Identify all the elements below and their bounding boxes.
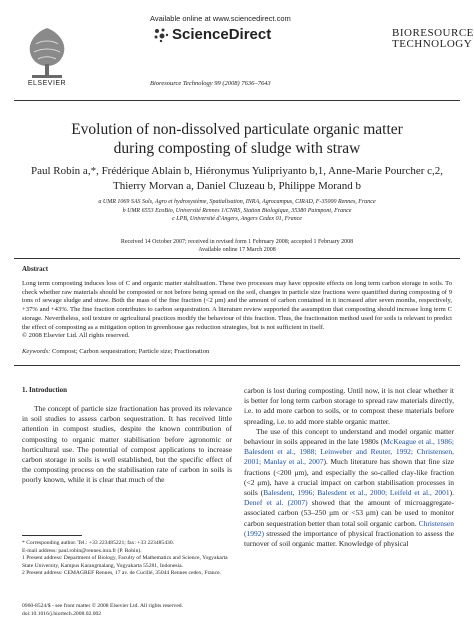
affiliation-c: c LPB, Université d'Angers, Angers Cedex 01, France — [172, 216, 302, 222]
paragraph-text: The use of this concept to understand and model organic matter behaviour in soils appeared in the late 1980s ( — [244, 426, 454, 447]
email-address[interactable]: E-mail address: paul.robin@rennes.inra.fr (P. Robin). — [22, 547, 142, 554]
abstract-heading: Abstract — [22, 265, 49, 273]
journal-logo — [392, 27, 474, 50]
abstract-text: Long term composting induces loss of C and organic matter stabilisation. These two processes may have opposite effects on long term carbon storage in soils. To check whether raw materials should be composted or not before being spread on the soil, changes in particle size fractions were quantified during composting of 9 tons of sewage sludge and straw. Both the mass of the fine fraction (<2 μm) and the amount of carbon contained in it increased after seven months, respectively, +37% and +43%. The fine fraction contributes to carbon sequestration. A literature review supported the assumption that composting should increase long term C storage. Nevertheless, soil texture or agricultural practices modify the behaviour of this fraction. Thus, the fractionation method used for soils is relevant to predict the effect of composting as a mitigation option in greenhouse gas reduction strategies, but is not sufficient in itself. — [22, 280, 452, 331]
citation-link[interactable]: Balesdent, 1996; Balesdent et al., 2000; Leifeld et al., 2001 — [263, 488, 450, 498]
available-date: Available online 17 March 2008 — [198, 247, 276, 253]
issn-doi — [22, 603, 232, 618]
keywords-label: Keywords: — [22, 348, 51, 355]
article-history — [40, 238, 434, 254]
article-title — [40, 120, 434, 158]
citation-link[interactable]: McKeague et al., 1986; Balesdent et al., 1988; Leinweber and Reuter, 1992; Christensen, 2001; Manlay et al., 2007 — [244, 437, 454, 467]
sciencedirect-icon — [152, 26, 170, 44]
header-rule — [14, 100, 460, 101]
paragraph-text: ). Much literature has shown that fine size fractions (<200 μm), and especially the so-called clay-like fraction (<2 μm), have a crucial impact on carbon stabilisation processes in soils ( — [244, 457, 454, 498]
authors-line-1: Paul Robin a,*, Frédérique Ablain b, Hiéronymus Yulipriyanto b,1, Anne-Marie Pourcher c,2, — [30, 165, 444, 177]
paragraph-text: ). — [449, 488, 454, 498]
keywords — [22, 348, 452, 355]
issn-line: 0960-8524/$ - see front matter © 2008 Elsevier Ltd. All rights reserved. — [22, 603, 183, 609]
intro-paragraph-1: The concept of particle size fractionation has proved its relevance in soil studies to assess carbon sequestration. It has received little attention in compost studies, despite the known contribution of composting to organic matter stabilisation before agronomic or horticultural use. The potential of compost applications to increase carbon storage in soils is well established, but the specific effect of the composting process on the stabilisation rate of carbon in soils is poorly known, while it is clear that much of the — [22, 404, 232, 485]
paragraph-text: stressed the importance of physical fractionation to assess the turnover of soil organic matter. Knowledge of physical — [244, 528, 454, 549]
footnotes — [22, 540, 232, 578]
sciencedirect-logo: ScienceDirect — [172, 26, 272, 43]
authors-line-2: Thierry Morvan a, Daniel Cluzeau b, Philippe Morand b — [112, 179, 362, 192]
received-dates: Received 14 October 2007; received in revised form 1 February 2008; accepted 1 February 2008 — [120, 239, 354, 245]
journal-logo-line2: TECHNOLOGY — [392, 38, 473, 50]
abstract-top-rule — [14, 258, 460, 259]
intro-paragraph-continued: carbon is lost during composting. Until now, it is not clear whether it is better for long term carbon storage to spread raw materials directly, i.e. to add more carbon to soils, or to compost these materials before spreading, i.e. to add more stable organic matter. — [244, 386, 454, 426]
elsevier-tree-logo — [18, 22, 76, 80]
available-online-text: Available online at www.sciencedirect.com — [150, 14, 291, 23]
journal-reference: Bioresource Technology 99 (2008) 7636–7643 — [150, 80, 271, 87]
keywords-list: Compost; Carbon sequestration; Particle size; Fractionation — [51, 348, 210, 355]
doi-link[interactable]: doi:10.1016/j.biortech.2008.02.002 — [22, 610, 102, 617]
abstract-bottom-rule — [14, 365, 460, 366]
title-line-1: Evolution of non-dissolved particulate organic matter — [71, 121, 403, 138]
introduction-heading: 1. Introduction — [22, 386, 67, 394]
author-list — [20, 164, 454, 193]
publisher-name: ELSEVIER — [27, 80, 67, 87]
journal-logo-line1: BIORESOURCE — [392, 27, 474, 39]
copyright-notice: © 2008 Elsevier Ltd. All rights reserved. — [22, 332, 130, 340]
citation-link[interactable]: Christensen (1992) — [244, 518, 454, 538]
footnote-rule — [22, 535, 82, 536]
citation-link[interactable]: Denef et al. (2007) — [244, 498, 308, 508]
affiliation-b: b UMR 6553 EcoBio, Université Rennes 1/CNRS, Station Biologique, 35380 Paimpont, France — [122, 207, 352, 214]
left-column — [22, 404, 232, 486]
paragraph-text: showed that the amount of microaggregate-associated carbon (53–250 μm or <53 μm) can be used to monitor carbon sequestration better than total soil organic carbon. — [244, 498, 454, 528]
footnote-1: 1 Present address: Department of Biology, Faculty of Mathematics and Science, Yogyakarta State University, Kampus Karangmalang, Yogyakarta 55281, Indonesia. — [22, 555, 228, 569]
affiliations — [40, 198, 434, 224]
intro-paragraph-2 — [244, 427, 454, 549]
abstract-body — [22, 280, 452, 341]
corresponding-author: * Corresponding author. Tel.: +33 223485221; fax: +33 223485430. — [22, 540, 175, 546]
right-column — [244, 386, 454, 549]
affiliation-a: a UMR 1069 SAS Sols, Agro et hydrosystème, Spatialisation, INRA, Agrocampus, CIRAD, F-35000 Rennes, France — [98, 199, 376, 205]
footnote-2: 2 Present address: CEMAGREF Rennes, 17 av. de Cucillé, 35044 Rennes cedex, France. — [22, 570, 221, 577]
title-line-2: during composting of sludge with straw — [113, 140, 361, 157]
